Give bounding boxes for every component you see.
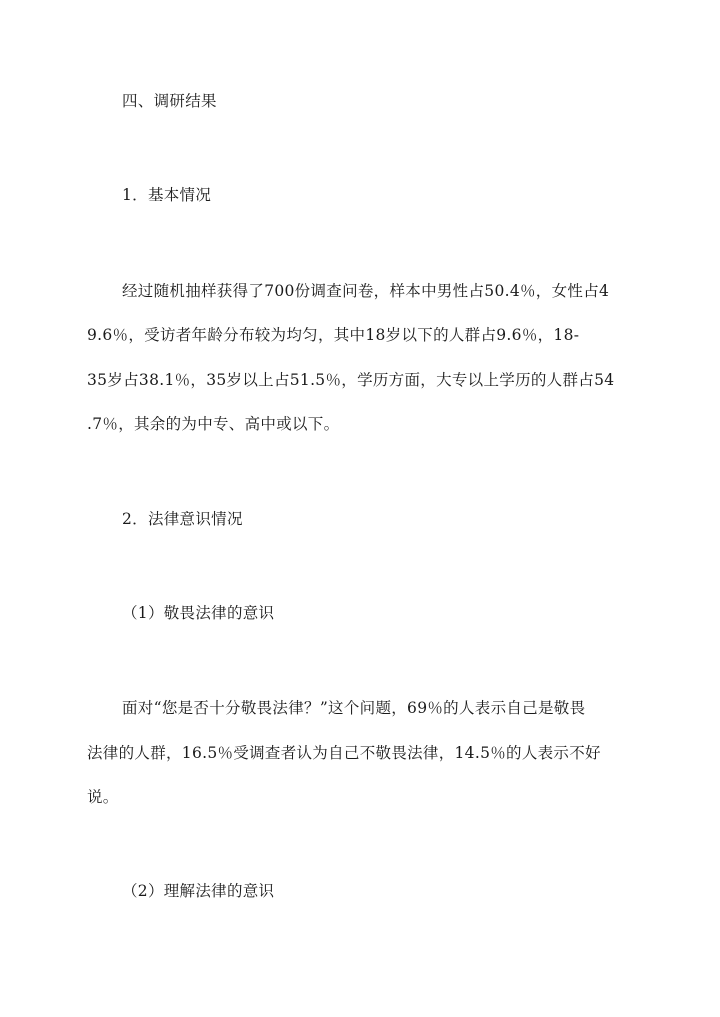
sub1-heading: 1．基本情况 [122,186,212,204]
paragraph-line: 经过随机抽样获得了700份调查问卷，样本中男性占50.4％，女性占4 [122,282,610,300]
paragraph-line: 9.6％，受访者年龄分布较为均匀，其中18岁以下的人群占9.6％，18- [87,326,580,344]
paragraph-line: 35岁占38.1％，35岁以上占51.5％，学历方面，大专以上学历的人群占54 [87,371,615,389]
sub2-heading: 2．法律意识情况 [122,510,243,528]
paragraph-line: 面对“您是否十分敬畏法律？”这个问题，69％的人表示自己是敬畏 [122,699,586,717]
paragraph-line: 法律的人群，16.5％受调查者认为自己不敬畏法律，14.5％的人表示不好 [87,744,601,762]
paragraph-line: .7％，其余的为中专、高中或以下。 [87,415,340,433]
paragraph-line: 说。 [87,788,119,806]
sub2-2-heading: （2）理解法律的意识 [122,882,275,900]
sub2-1-heading: （1）敬畏法律的意识 [122,604,275,622]
section-heading: 四、调研结果 [122,92,217,110]
